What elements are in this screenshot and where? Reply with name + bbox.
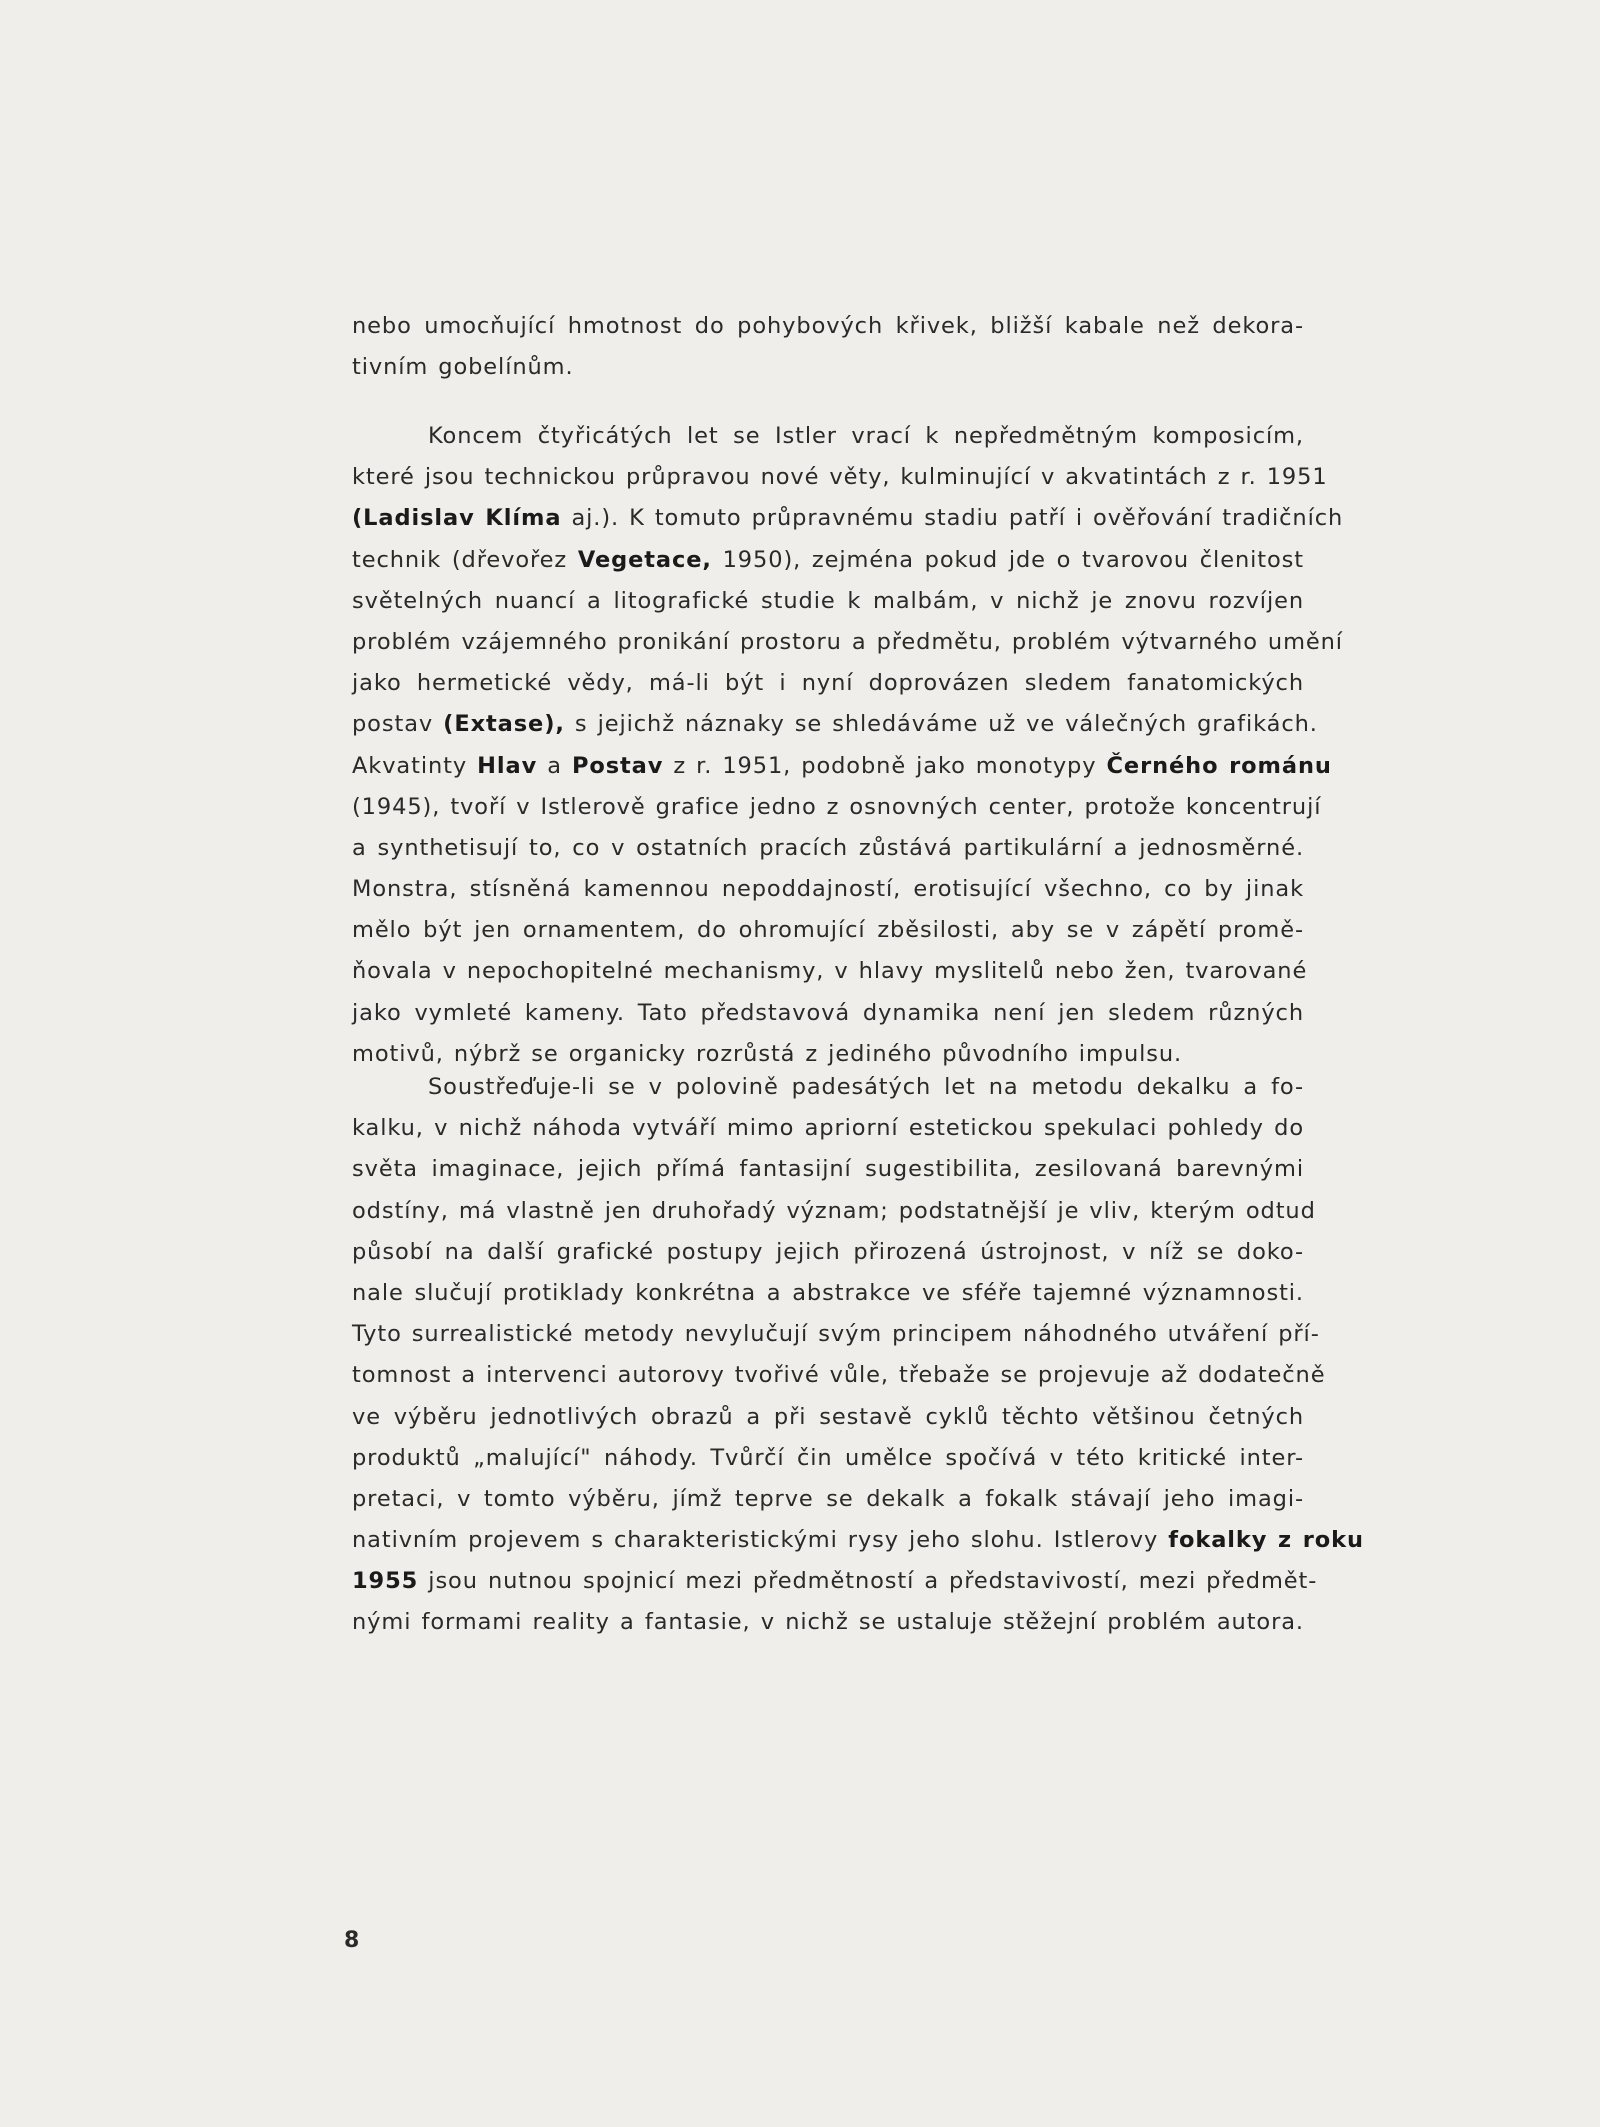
text-line <box>352 869 1304 910</box>
text-line <box>352 828 1304 869</box>
text-segment: nativním projevem s charakteristickými rysy jeho slohu. Istlerovy <box>352 1527 1169 1554</box>
paragraph-3 <box>352 1067 1364 1644</box>
text-segment: Tyto surrealistické metody nevylučují svým principem náhodného utváření pří- <box>352 1321 1320 1348</box>
text-line <box>352 1355 1326 1396</box>
text-segment: (1945), tvoří v Istlerově grafice jedno z osnovných center, protože koncentrují <box>352 793 1322 820</box>
text-segment: nými formami reality a fantasie, v nichž se ustaluje stěžejní problém autora. <box>352 1609 1304 1636</box>
text-line <box>352 993 1304 1034</box>
text-line <box>352 1602 1304 1643</box>
text-segment: technik (dřevořez <box>352 546 578 573</box>
text-segment: Monstra, stísněná kamennou nepoddajností, erotisující všechno, co by jinak <box>352 876 1304 903</box>
text-line <box>352 416 1304 457</box>
text-segment: odstíny, má vlastně jen druhořadý význam; podstatnější je vliv, kterým odtud <box>352 1197 1316 1224</box>
text-line <box>352 951 1308 992</box>
text-segment: a <box>537 752 572 779</box>
text-segment: jako vymleté kameny. Tato představová dynamika není jen sledem různých <box>352 999 1304 1026</box>
text-segment: Soustřeďuje-li se v polovině padesátých let na metodu dekalku a fo- <box>428 1074 1304 1100</box>
text-segment: 1950), zejména pokud jde o tvarovou členitost <box>711 546 1304 573</box>
text-line <box>352 498 1344 539</box>
text-segment: tivním gobelínům. <box>352 354 574 381</box>
text-line <box>352 1191 1316 1232</box>
text-segment: aj.). K tomuto průpravnému stadiu patří i ověřování tradičních <box>561 505 1344 532</box>
text-line <box>352 1232 1304 1273</box>
text-line <box>352 306 1304 347</box>
text-segment: nebo umocňující hmotnost do pohybových křivek, bližší kabale než dekora- <box>352 313 1304 339</box>
text-line <box>352 704 1318 745</box>
text-line <box>352 1314 1320 1355</box>
text-line <box>352 581 1304 622</box>
bold-title: (Extase), <box>443 711 565 738</box>
text-segment: produktů „malující" náhody. Tvůrčí čin umělce spočívá v této kritické inter- <box>352 1444 1304 1471</box>
text-segment: nale slučují protiklady konkrétna a abstrakce ve sféře tajemné významnosti. <box>352 1279 1304 1306</box>
bold-title: (Ladislav Klíma <box>352 505 562 532</box>
text-segment: pretaci, v tomto výběru, jímž teprve se dekalk a fokalk stávají jeho imagi- <box>352 1485 1304 1512</box>
text-segment: které jsou technickou průpravou nové věty, kulminující v akvatintách z r. 1951 <box>352 464 1328 491</box>
text-segment: působí na další grafické postupy jejich přirozená ústrojnost, v níž se doko- <box>352 1238 1304 1265</box>
text-segment: Koncem čtyřicátých let se Istler vrací k nepředmětným komposicím, <box>428 423 1304 449</box>
text-line <box>352 787 1322 828</box>
text-segment: s jejichž náznaky se shledáváme už ve válečných grafikách. <box>564 711 1318 738</box>
text-line <box>352 540 1304 581</box>
text-line <box>352 1561 1318 1602</box>
text-line <box>352 347 1304 388</box>
bold-title: fokalky z roku <box>1168 1527 1364 1554</box>
bold-title: Hlav <box>477 752 538 779</box>
text-line <box>352 1067 1304 1108</box>
text-segment: ve výběru jednotlivých obrazů a při sestavě cyklů těchto většinou četných <box>352 1403 1304 1430</box>
text-segment: problém vzájemného pronikání prostoru a předmětu, problém výtvarného umění <box>352 628 1343 655</box>
text-segment: motivů, nýbrž se organicky rozrůstá z jediného původního impulsu. <box>352 1040 1183 1067</box>
bold-title: Postav <box>571 752 664 779</box>
text-segment: jsou nutnou spojnicí mezi předmětností a představivostí, mezi předmět- <box>418 1568 1318 1595</box>
text-line <box>352 457 1328 498</box>
text-line <box>352 622 1343 663</box>
text-line <box>352 1108 1304 1149</box>
text-line <box>352 1520 1364 1561</box>
text-line <box>352 663 1304 704</box>
text-line <box>352 910 1304 951</box>
text-segment: jako hermetické vědy, má-li být i nyní doprovázen sledem fanatomických <box>352 670 1304 697</box>
text-segment: a synthetisují to, co v ostatních pracích zůstává partikulární a jednosměrné. <box>352 834 1304 861</box>
paragraph-2 <box>352 416 1344 1075</box>
text-line <box>352 1149 1304 1190</box>
text-segment: ňovala v nepochopitelné mechanismy, v hlavy myslitelů nebo žen, tvarované <box>352 958 1308 985</box>
text-segment: Akvatinty <box>352 752 478 779</box>
text-segment: světa imaginace, jejich přímá fantasijní sugestibilita, zesilovaná barevnými <box>352 1156 1304 1183</box>
text-segment: z r. 1951, podobně jako monotypy <box>663 752 1107 779</box>
text-segment: mělo být jen ornamentem, do ohromující zběsilosti, aby se v zápětí promě- <box>352 917 1304 944</box>
bold-title: Vegetace, <box>577 546 712 573</box>
text-segment: postav <box>352 711 444 738</box>
bold-title: 1955 <box>352 1568 419 1595</box>
text-segment: světelných nuancí a litografické studie k malbám, v nichž je znovu rozvíjen <box>352 587 1304 614</box>
text-segment: tomnost a intervenci autorovy tvořivé vůle, třebaže se projevuje až dodatečně <box>352 1362 1326 1389</box>
text-line <box>352 746 1332 787</box>
paragraph-1 <box>352 306 1304 388</box>
text-segment: kalku, v nichž náhoda vytváří mimo apriorní estetickou spekulaci pohledy do <box>352 1115 1304 1142</box>
text-line <box>352 1479 1304 1520</box>
bold-title: Černého románu <box>1106 752 1332 779</box>
text-line <box>352 1273 1304 1314</box>
text-line <box>352 1438 1304 1479</box>
text-line <box>352 1397 1304 1438</box>
page-number: 8 <box>344 1928 360 1953</box>
